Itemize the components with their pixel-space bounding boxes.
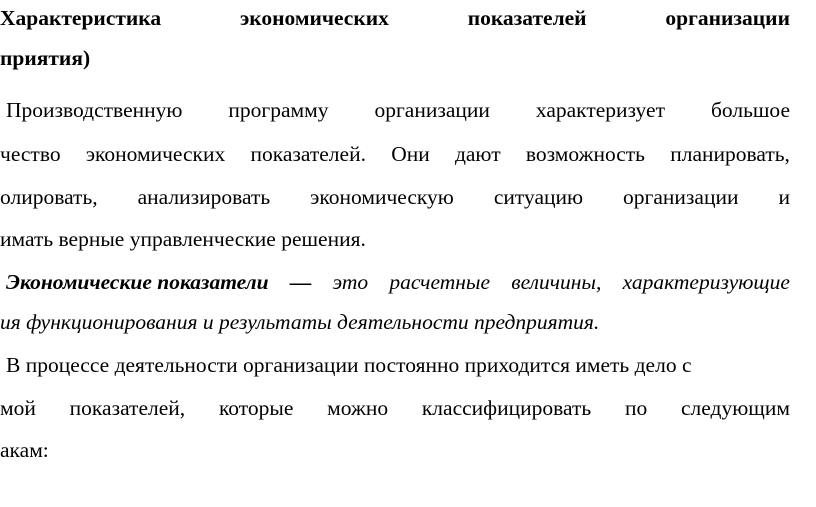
text-word: классифицировать — [421, 396, 592, 420]
text-word: планировать, — [670, 142, 790, 166]
text-word: дают — [454, 142, 501, 166]
definition-dash: — — [289, 270, 312, 294]
text-word: по — [624, 396, 648, 420]
text-word: организации — [374, 98, 490, 122]
paragraph1-line-1 — [6, 90, 790, 130]
text-word: характеризующие — [622, 270, 790, 294]
text-word: экономическую — [310, 185, 454, 209]
paragraph2-line-1: В процессе деятельности организации постоянно приходится иметь дело с — [6, 353, 692, 377]
text-word: экономических — [85, 142, 226, 166]
text-word: анализировать — [137, 185, 271, 209]
text-word: характеризует — [535, 98, 665, 122]
text-word: ситуацию — [493, 185, 584, 209]
text-word: чество — [0, 142, 61, 166]
paragraph1-line-4: имать верные управленческие решения. — [0, 227, 366, 251]
text-word: программу — [228, 98, 329, 122]
definition-line-1 — [6, 262, 790, 302]
text-word: показателей. — [250, 142, 366, 166]
text-word: расчетные — [389, 270, 490, 294]
text-word: показателей, — [69, 396, 186, 420]
text-word: организации — [623, 185, 739, 209]
text-word: мой — [0, 396, 36, 420]
paragraph2-line-2 — [0, 388, 790, 428]
text-word: Производственную — [6, 98, 183, 122]
text-word: это — [332, 270, 369, 294]
paragraph2-line-3: акам: — [0, 438, 49, 462]
paragraph1-line-2 — [0, 134, 790, 174]
heading-word: организации — [665, 6, 790, 30]
text-word: и — [778, 185, 790, 209]
text-word: величины, — [511, 270, 602, 294]
heading-line-2: приятия) — [0, 46, 91, 70]
text-word: можно — [327, 396, 389, 420]
paragraph1-line-3 — [0, 177, 790, 217]
heading-line-1 — [0, 0, 790, 38]
text-word: Они — [391, 142, 430, 166]
text-word: которые — [218, 396, 294, 420]
heading-word: Характеристика — [0, 6, 162, 30]
heading-word: экономических — [239, 6, 389, 30]
definition-term: Экономические показатели — [6, 270, 269, 294]
text-word: большое — [710, 98, 790, 122]
text-word: возможность — [525, 142, 645, 166]
text-word: олировать, — [0, 185, 98, 209]
definition-line-2: ия функционирования и результаты деятельности предприятия. — [0, 310, 600, 334]
text-word: следующим — [681, 396, 790, 420]
heading-word: показателей — [467, 6, 587, 30]
